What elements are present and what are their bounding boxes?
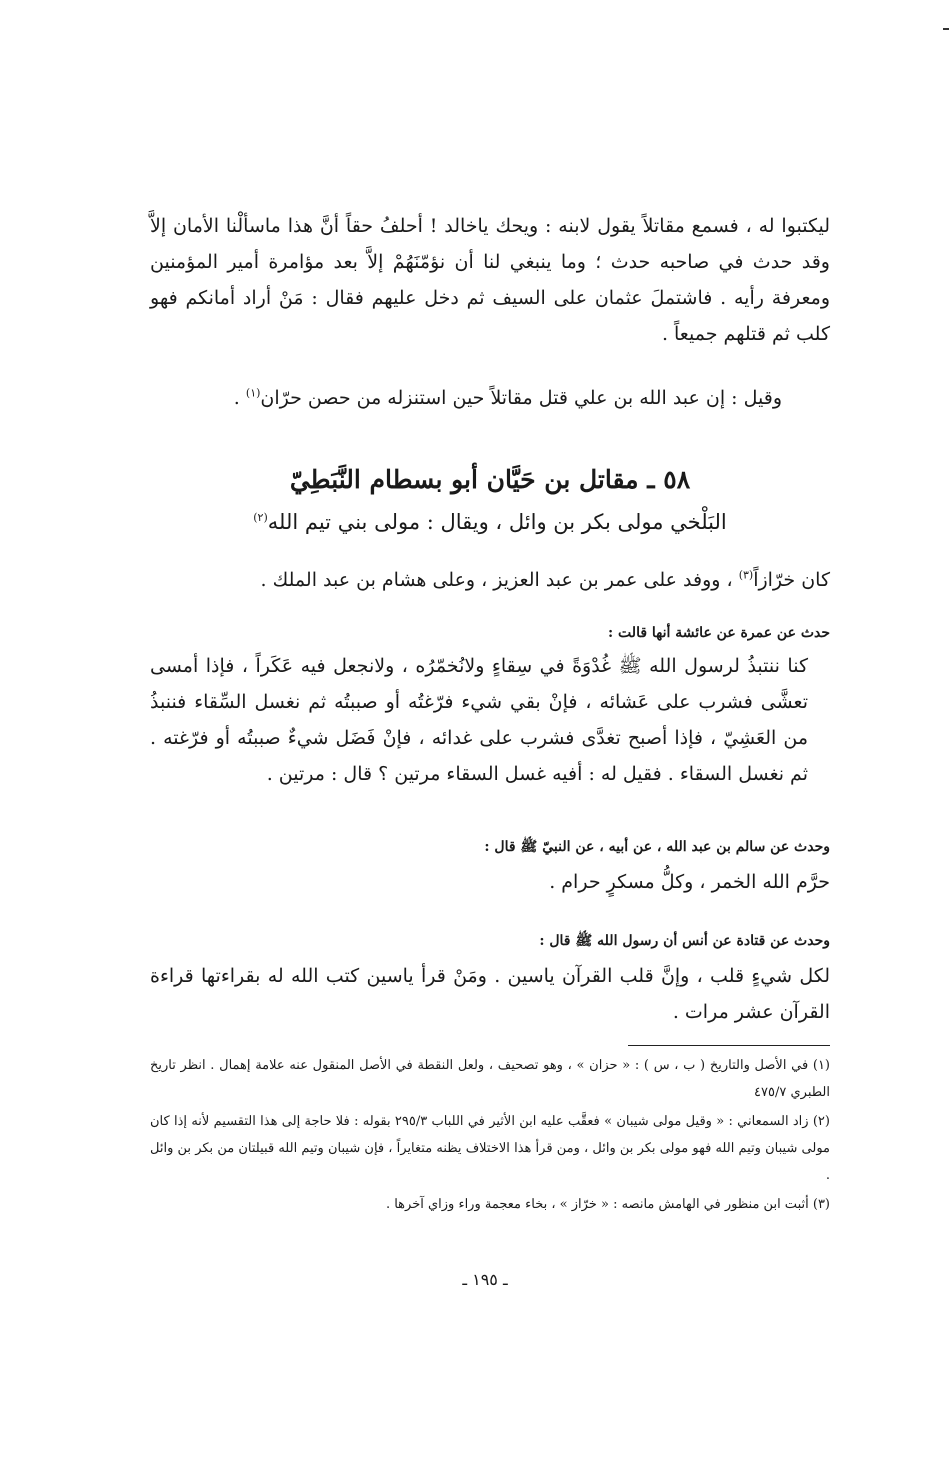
footnote-ref-2: (٢) [253,511,268,524]
paragraph-1: ليكتبوا له ، فسمع مقاتلاً يقول لابنه : ويحك ياخالد ! أحلفُ حقاً أنَّ هذا ماسألْنا الأمان إلاَّ وقد حدث في صاحبه حدث ؛ وما ينبغي لنا أن نؤمّنَهُمْ إلاَّ بعد مؤامرة أمير المؤمنين ومعرفة رأيه . فاشتملَ عثمان على السيف ثم دخل عليهم فقال : مَنْ أراد أمانكم فهو كلب ثم قتلهم جميعاً . [150,215,830,345]
paragraph-3-end: ، ووفد على عمر بن عبد العزيز ، وعلى هشام بن عبد الملك . [260,569,739,591]
isnad-3: وحدث عن قتادة عن أنس أن رسول الله ﷺ قال : [539,933,830,949]
paragraph-2-text: وقيل : إن عبد الله بن علي قتل مقاتلاً حين استنزله من حصن حرّان [260,387,782,409]
footnote-divider [628,1045,830,1046]
hadith-1: كنا ننتبذُ لرسول الله ﷺ غُدْوَةً في سِقاءٍ ولانُخمّرُه ، ولانجعل فيه عَكَراً ، فإذا أمسى تعشَّى فشرب على عَشائه ، فإنْ بقي شيء فرّغتُه أو صببتُه ثم نغسل السِّقاء فننبذُ من العَشِيّ ، فإذا أصبح تغدَّى فشرب على غدائه ، فإنْ فَضَل شيءٌ صببتُه أو فرّغته . ثم نغسل السقاء . فقيل له : أفيه غسل السقاء مرتين ؟ قال : مرتين . [150,655,808,785]
footnote-ref-1: (١) [245,386,261,400]
paragraph-3 [150,562,830,598]
subheading-text: البَلْخي مولى بكر بن وائل ، ويقال : مولى بني تيم الله [267,510,727,534]
paragraph-2-end: . [233,387,246,409]
edge-mark [943,28,949,30]
footnote-1: (١) في الأصل والتاريخ ( ب ، س ) : « حزان » ، وهو تصحيف ، ولعل النقطة في الأصل المنقول عنه علامة إهمال . انظر تاريخ الطبري ٤٧٥/٧ [150,1058,830,1100]
footnote-3: (٣) أثبت ابن منظور في الهامش مانصه : « خرّاز » ، بخاء معجمة وراء وزاي آخرها . [385,1197,830,1212]
isnad-1: حدث عن عمرة عن عائشة أنها قالت : [608,625,830,641]
footnotes [150,1052,830,1218]
hadith-2: حرَّم الله الخمر ، وكلُّ مسكرٍ حرام . [549,871,830,893]
footnote-ref-3: (٣) [738,568,754,582]
footnote-2: (٢) زاد السمعاني : « وقيل مولى شيبان » فعقَّب عليه ابن الأثير في اللباب ٢٩٥/٣ بقوله : فلا حاجة إلى هذا التقسيم لأنه إذا كان مولى شيبان وتيم الله فهو مولى بكر بن وائل ، ومن قرأ هذا الاختلاف يظنه متغايراً ، فإن شيبان وتيم الله قبيلتان من بكر بن وائل . [150,1114,830,1183]
paragraph-3-start: كان خرّازاً [753,569,830,591]
entry-subheading [150,504,830,540]
hadith-3: لكل شيءٍ قلب ، وإنَّ قلب القرآن ياسين . ومَنْ قرأ ياسين كتب الله له بقراءتها قراءة القرآن عشر مرات . [150,965,830,1023]
isnad-2: وحدث عن سالم بن عبد الله ، عن أبيه ، عن النبيّ ﷺ قال : [484,839,830,855]
page-number: ـ ١٩٥ ـ [462,1270,508,1289]
paragraph-2 [150,380,830,416]
entry-heading: ٥٨ ـ مقاتل بن حَيَّان أبو بسطام النَّبَطِيّ [289,465,691,494]
